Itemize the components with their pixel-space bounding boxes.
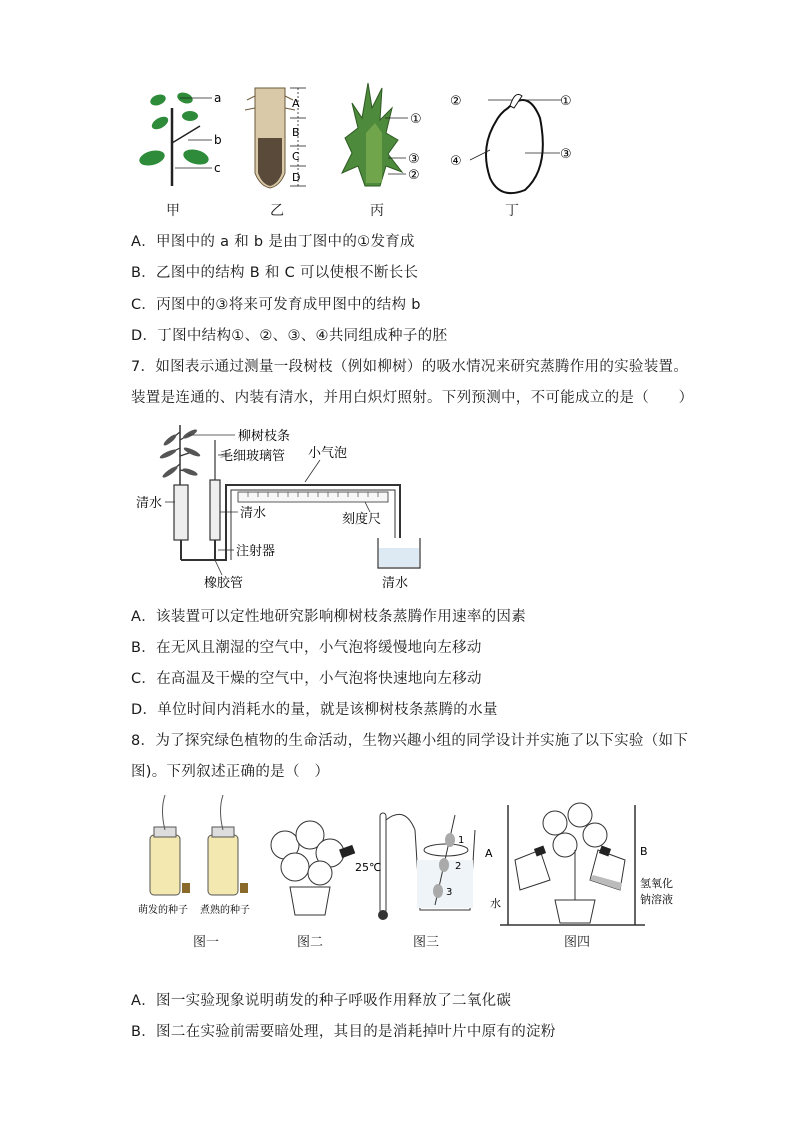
fig1-jars-drawing — [138, 795, 250, 916]
fig2-plant-drawing — [271, 821, 355, 915]
fig3-beaker-drawing — [355, 813, 475, 920]
q6-option-b: B．乙图中的结构 B 和 C 可以使根不断长长 — [131, 265, 419, 281]
yi-mark-b: B — [292, 126, 300, 139]
label-bubble: 小气泡 — [308, 446, 348, 461]
label-water-left: 清水 — [136, 496, 163, 511]
yi-mark-c: C — [292, 150, 300, 163]
ding-mark-2: ② — [450, 94, 462, 109]
jia-mark-b: b — [214, 133, 222, 147]
label-water-right: 清水 — [382, 576, 409, 591]
q6-option-c: C．丙图中的③将来可发育成甲图中的结构 b — [131, 297, 421, 313]
figure-label-bing: 丙 — [370, 203, 384, 219]
figure-label-4: 图四 — [563, 935, 590, 950]
q8-stem-line2: 图)。下列叙述正确的是（ ） — [131, 764, 330, 780]
fig1-caption-boiled: 煮熟的种子 — [200, 905, 250, 916]
ding-mark-3: ③ — [560, 147, 572, 162]
figure-label-2: 图二 — [296, 935, 323, 950]
q7-option-c: C．在高温及干燥的空气中，小气泡将快速地向左移动 — [131, 671, 482, 687]
fig4-mark-b: B — [640, 845, 648, 858]
q8-stem-line1: 8．为了探究绿色植物的生命活动，生物兴趣小组的同学设计并实施了以下实验（如下 — [131, 733, 689, 749]
label-water-mid: 清水 — [240, 506, 267, 521]
q7-option-d: D．单位时间内消耗水的量，就是该柳树枝条蒸腾的水量 — [131, 702, 498, 718]
fig1-caption-sprouting: 萌发的种子 — [138, 905, 188, 916]
fig3-mark-2: 2 — [455, 861, 462, 872]
jia-mark-a: a — [214, 91, 222, 105]
q7-stem-line2: 装置是连通的、内装有清水，并用白炽灯照射。下列预测中，不可能成立的是（ ） — [131, 390, 694, 406]
willow-branch-drawing — [159, 425, 201, 485]
q7-apparatus-figure — [130, 420, 550, 595]
ding-mark-4: ④ — [450, 154, 462, 169]
figure-label-ding: 丁 — [505, 203, 519, 219]
q6-option-d: D．丁图中结构①、②、③、④共同组成种子的胚 — [131, 328, 448, 344]
label-rubber-tube: 橡胶管 — [204, 576, 244, 591]
q6-figures — [130, 78, 590, 203]
yi-root-tip-drawing — [245, 88, 306, 188]
fig3-mark-1: 1 — [458, 835, 465, 846]
fig4-apparatus-drawing — [485, 803, 673, 925]
q7-option-b: B．在无风且潮湿的空气中，小气泡将缓慢地向左移动 — [131, 640, 482, 656]
figure-label-yi: 乙 — [270, 203, 284, 219]
figure-label-jia: 甲 — [166, 203, 180, 219]
ding-seed-drawing — [450, 94, 572, 193]
fig4-label-naoh-line1: 氢氧化 — [640, 877, 673, 890]
label-ruler: 刻度尺 — [342, 512, 382, 527]
fig3-temperature: 25℃ — [355, 861, 382, 874]
fig4-label-water: 水 — [490, 897, 501, 910]
q8-option-a: A．图一实验现象说明萌发的种子呼吸作用释放了二氧化碳 — [131, 993, 512, 1009]
q7-stem-line1: 7．如图表示通过测量一段树枝（例如柳树）的吸水情况来研究蒸腾作用的实验装置。 — [131, 359, 689, 375]
q8-figures — [130, 795, 690, 950]
bing-bud-drawing — [342, 83, 422, 186]
bing-mark-3: ③ — [408, 152, 420, 167]
figure-label-3: 图三 — [412, 935, 439, 950]
bing-mark-2: ② — [408, 168, 420, 183]
ding-mark-1: ① — [560, 94, 572, 109]
figure-label-1: 图一 — [192, 935, 219, 950]
label-capillary: 毛细玻璃管 — [220, 449, 286, 464]
yi-mark-d: D — [292, 171, 301, 184]
fig4-label-naoh-line2: 钠溶液 — [640, 893, 673, 906]
yi-mark-a: A — [292, 97, 300, 110]
jia-mark-c: c — [214, 161, 221, 175]
fig3-mark-3: 3 — [446, 887, 453, 898]
bing-mark-1: ① — [410, 112, 422, 127]
q6-option-a: A．甲图中的 a 和 b 是由丁图中的①发育成 — [131, 234, 415, 250]
label-branch: 柳树枝条 — [238, 429, 291, 444]
label-syringe: 注射器 — [236, 544, 276, 559]
q8-option-b: B．图二在实验前需要暗处理，其目的是消耗掉叶片中原有的淀粉 — [131, 1024, 556, 1040]
fig4-mark-a: A — [485, 847, 493, 860]
q7-option-a: A．该装置可以定性地研究影响柳树枝条蒸腾作用速率的因素 — [131, 609, 527, 625]
jia-plant-drawing — [138, 91, 222, 186]
